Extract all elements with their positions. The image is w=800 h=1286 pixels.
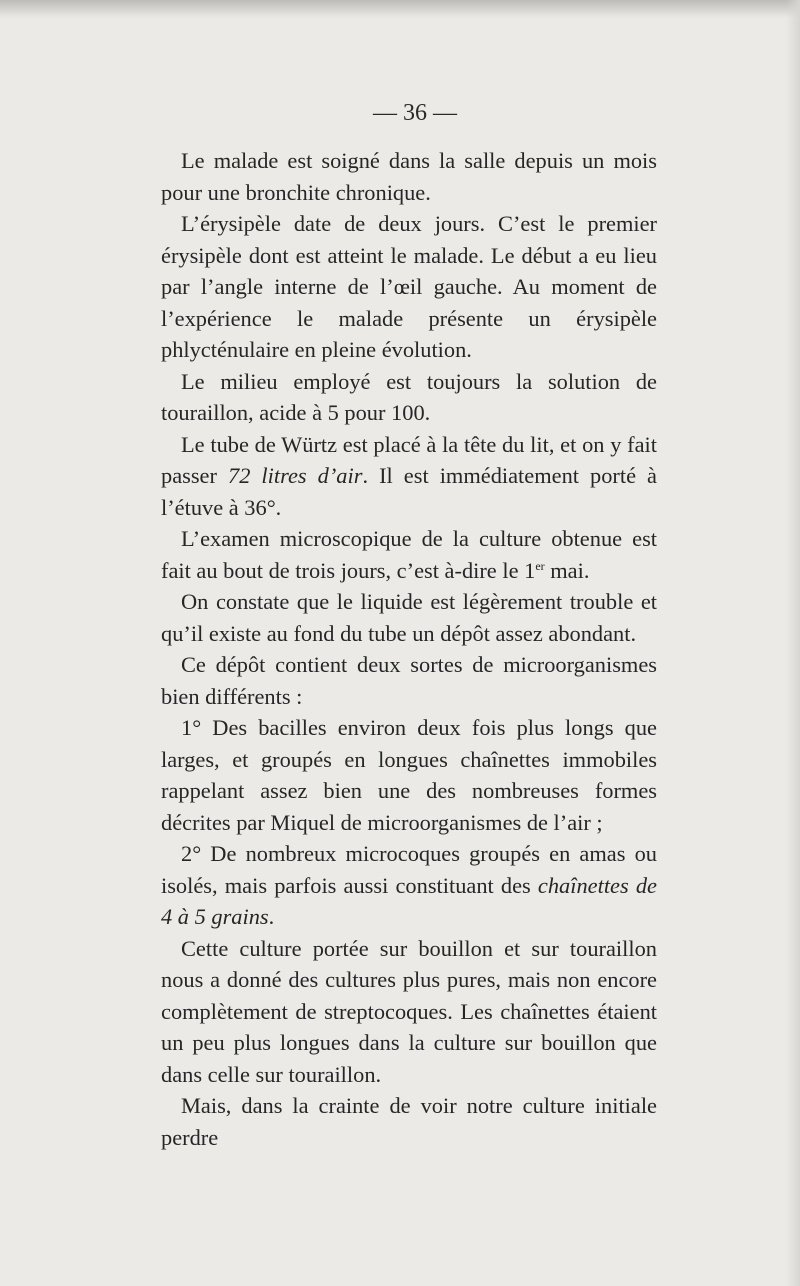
paragraph-4	[161, 429, 657, 524]
paragraph-7: Ce dépôt contient deux sortes de microorganismes bien différents :	[161, 652, 657, 709]
paragraph-4-text-end: . Il est immédiatement porté à l’étuve à 36°.	[161, 463, 657, 520]
paragraph-9-text: 2° De nombreux microcoques groupés en amas ou isolés, mais parfois aussi constituant des	[161, 841, 657, 898]
scan-shadow-right	[786, 0, 800, 1286]
paragraph-5-superscript: er	[535, 558, 545, 573]
paragraph-5-text: L’examen microscopique de la culture obtenue est fait au bout de trois jours, c’est à-dire le 1	[161, 526, 657, 583]
paragraph-10: Cette culture portée sur bouillon et sur touraillon nous a donné des cultures plus pures, mais non encore complètement de streptocoques. Les chaînettes étaient un peu plus longues dans la culture sur bouillon que dans celle sur touraillon.	[161, 935, 657, 1087]
body-text	[161, 145, 657, 1153]
paragraph-5	[161, 523, 657, 586]
paragraph-8: 1° Des bacilles environ deux fois plus longs que larges, et groupés en longues chaînettes immobiles rappelant assez bien une des nombreuses formes décrites par Miquel de microorganismes de l’air ;	[161, 715, 657, 835]
paragraph-1: Le malade est soigné dans la salle depuis un mois pour une bronchite chronique.	[161, 148, 657, 205]
paragraph-4-text: Le tube de Würtz est placé à la tête du lit, et on y fait passer	[161, 431, 657, 488]
paragraph-9-italic: chaînettes de 4 à 5 grains	[161, 872, 657, 929]
paragraph-3: Le milieu employé est toujours la solution de touraillon, acide à 5 pour 100.	[161, 368, 657, 425]
paragraph-11: Mais, dans la crainte de voir notre culture initiale perdre	[161, 1093, 657, 1150]
page-number: — 36 —	[373, 100, 457, 126]
paragraph-9	[161, 838, 657, 933]
paragraph-5-text-end: mai.	[544, 557, 590, 583]
paragraph-6: On constate que le liquide est légèrement trouble et qu’il existe au fond du tube un dépôt assez abondant.	[161, 589, 657, 646]
paragraph-2: L’érysipèle date de deux jours. C’est le premier érysipèle dont est atteint le malade. Le début a eu lieu par l’angle interne de l’œil gauche. Au moment de l’expérience le malade présente un érysipèle phlycténulaire en pleine évolution.	[161, 211, 657, 362]
paragraph-4-italic: 72 litres d’air	[228, 463, 363, 488]
paragraph-9-text-end: .	[268, 904, 275, 929]
scan-shadow-top	[0, 0, 800, 18]
